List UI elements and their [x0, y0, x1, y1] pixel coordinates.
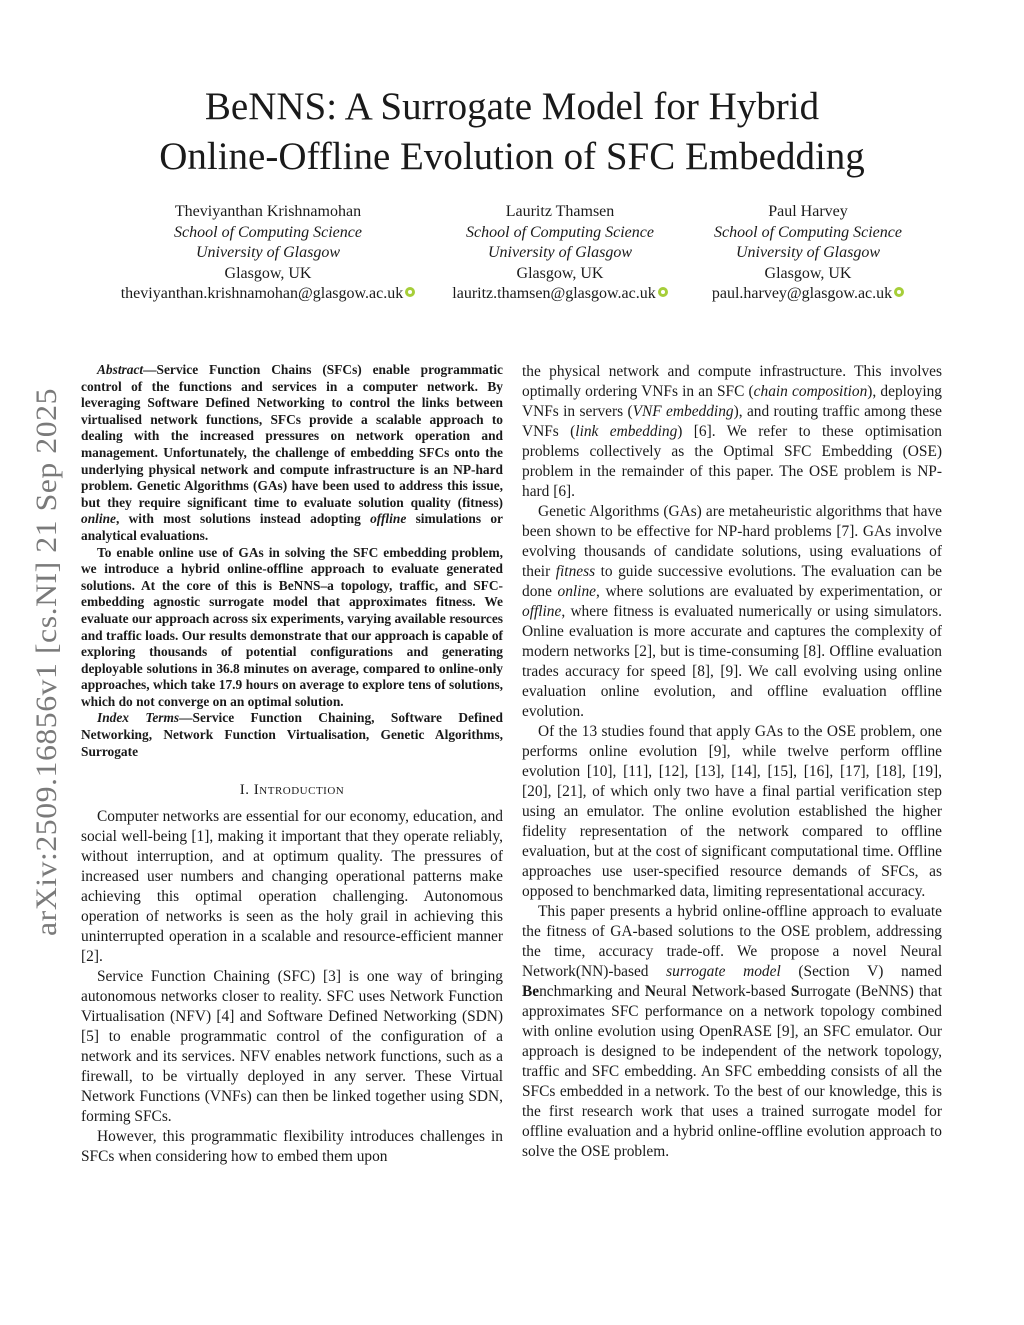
orcid-icon[interactable] [405, 287, 415, 297]
author-email[interactable]: lauritz.thamsen@glasgow.ac.uk [452, 285, 656, 302]
author-university: University of Glasgow [736, 244, 880, 261]
author-name: Paul Harvey [768, 203, 848, 220]
author-university: University of Glasgow [488, 244, 632, 261]
intro-paragraph-3: However, this programmatic flexibility introduces challenges in SFCs when considering how to embed them upon [81, 1128, 503, 1166]
orcid-icon[interactable] [658, 287, 668, 297]
author-email[interactable]: paul.harvey@glasgow.ac.uk [711, 285, 893, 302]
index-terms-label: Index Terms [97, 710, 180, 726]
arxiv-id-text: arXiv:2509.16856v1 [cs.NI] 21 Sep 2025 [30, 418, 63, 936]
index-terms: Index Terms—Service Function Chaining, Software Defined Networking, Network Function Virtualisation, Genetic Algorithms, Surrogate [81, 710, 503, 759]
author-department: School of Computing Science [714, 223, 902, 241]
author-block-1 [112, 202, 424, 305]
arxiv-identifier [12, 380, 72, 940]
intro-paragraph-2: Service Function Chaining (SFC) [3] is one way of bringing autonomous networks closer to reality. SFC uses Network Function Virtualisation (NFV) [4] and Software Defined Networking (SDN) [5] to enable programmatic control of the configuration of a network and its services. NFV enables network functions, such as a firewall, to be virtually deployed in any server. These Virtual Network Functions (VNFs) can then be linked together using SDN, forming SFCs. [81, 968, 503, 1126]
left-column [81, 362, 503, 1167]
author-location: Glasgow, UK [224, 264, 312, 282]
abstract-paragraph-1: Abstract—Service Function Chains (SFCs) enable programmatic control of the functions and services in a computer network. By leveraging Software Defined Networking to control the links between virtualised network functions, SFCs provide a scalable approach to dealing with the increased pressures on network operation and management. Unfortunately, the challenge of embedding SFCs onto the underlying physical network and compute infrastructure is an NP-hard problem. Genetic Algorithms (GAs) have been used to address this issue, but they require significant time to evaluate solution quality (fitness) online, with most solutions instead adopting offline simulations or analytical evaluations. [81, 362, 503, 543]
right-paragraph-3: Of the 13 studies found that apply GAs to the OSE problem, one performs online evolution [9], while twelve perform offline evolution [10], [11], [12], [13], [14], [15], [16], [17], [18], [19], [20], [21], of which only two have a final partial verification step using an emulator. The online evolution established the higher fidelity representation of the network compared to offline evaluation, but at the cost of significant computational time. Offline approaches use user-specified resource demands of SFCs, as opposed to benchmarked data, limiting representational accuracy. [522, 723, 942, 900]
author-department: School of Computing Science [466, 223, 654, 241]
author-university: University of Glasgow [196, 244, 340, 261]
author-location: Glasgow, UK [764, 264, 852, 282]
title-line-1: BeNNS: A Surrogate Model for Hybrid [204, 85, 820, 128]
author-location: Glasgow, UK [516, 264, 604, 282]
author-email[interactable]: theviyanthan.krishnamohan@glasgow.ac.uk [120, 285, 404, 302]
introduction-text [81, 807, 503, 1167]
right-paragraph-4: This paper presents a hybrid online-offline approach to evaluate the fitness of GA-based solutions to the OSE problem, addressing the time, accuracy trade-off. We propose a novel Neural Network(NN)-based surrogate model (Section V) named Benchmarking and Neural Network-based Surrogate (BeNNS) that approximates SFC performance on a network topology combined with online evolution using OpenRASE [9], an SFC emulator. Our approach is designed to be independent of the network topology, traffic and SFC embedding. An SFC embedding consists of all the SFCs embedded in a network. To the best of our knowledge, this is the first research work that uses a trained surrogate model for offline evaluation and a hybrid online-offline evolution approach to solve the OSE problem. [522, 903, 942, 1160]
intro-paragraph-1: Computer networks are essential for our economy, education, and social well-being [1], making it important that they operate reliably, without interruption, and at optimum quality. The pressures of increased user numbers and changing operational patterns make achieving this optimal operation challenging. Autonomous operation of networks is seen as the holy grail in achieving this uninterrupted operation in a scalable and resource-efficient manner [2]. [81, 808, 503, 966]
right-column [522, 362, 942, 1162]
right-paragraph-2: Genetic Algorithms (GAs) are metaheuristic algorithms that have been shown to be effective for NP-hard problems [7]. GAs involve evolving thousands of candidate solutions, using evaluations of their fitness to guide successive evolutions. The evaluation can be done online, where solutions are evaluated by experimentation, or offline, where fitness is evaluated numerically or using simulators. Online evaluation is more accurate and captures the complexity of modern networks [2], but is time-consuming [8]. Offline evaluation trades accuracy for speed [8], [9]. We call evolving using online evaluation online evolution, and offline evaluation offline evolution. [522, 503, 942, 720]
right-paragraph-1: the physical network and compute infrastructure. This involves optimally ordering VNFs in an SFC (chain composition), deploying VNFs in servers (VNF embedding), and routing traffic among these VNFs (link embedding) [6]. We refer to these optimisation problems collectively as the Optimal SFC Embedding (OSE) problem in the remainder of this paper. The OSE problem is NP-hard [6]. [522, 363, 942, 500]
paper-title [60, 82, 964, 182]
author-email-row [112, 284, 424, 305]
author-email-row [690, 284, 926, 305]
author-email-row [440, 284, 680, 305]
title-line-2: Online-Offline Evolution of SFC Embedding [159, 135, 865, 178]
orcid-icon[interactable] [894, 287, 904, 297]
author-department: School of Computing Science [174, 223, 362, 241]
abstract-label: Abstract [97, 362, 144, 377]
abstract-paragraph-2: To enable online use of GAs in solving the SFC embedding problem, we introduce a hybrid online-offline approach to evaluate generated solutions. At the core of this is BeNNS–a topology, traffic, and SFC-embedding agnostic surrogate model that approximates fitness. We evaluate our approach across six experiments, varying available resources and traffic loads. Our results demonstrate that our approach is capable of exploring thousands of potential configurations and generating deployable solutions in 36.8 minutes on average, compared to online-only approaches, which take 17.9 hours on average to explore tens of solutions, which do not converge on an optimal solution. [81, 544, 503, 709]
author-block-3 [690, 202, 926, 305]
author-name: Lauritz Thamsen [505, 203, 615, 220]
author-block-2 [440, 202, 680, 305]
author-name: Theviyanthan Krishnamohan [174, 203, 362, 220]
section-heading-introduction: I. Introduction [239, 782, 345, 799]
